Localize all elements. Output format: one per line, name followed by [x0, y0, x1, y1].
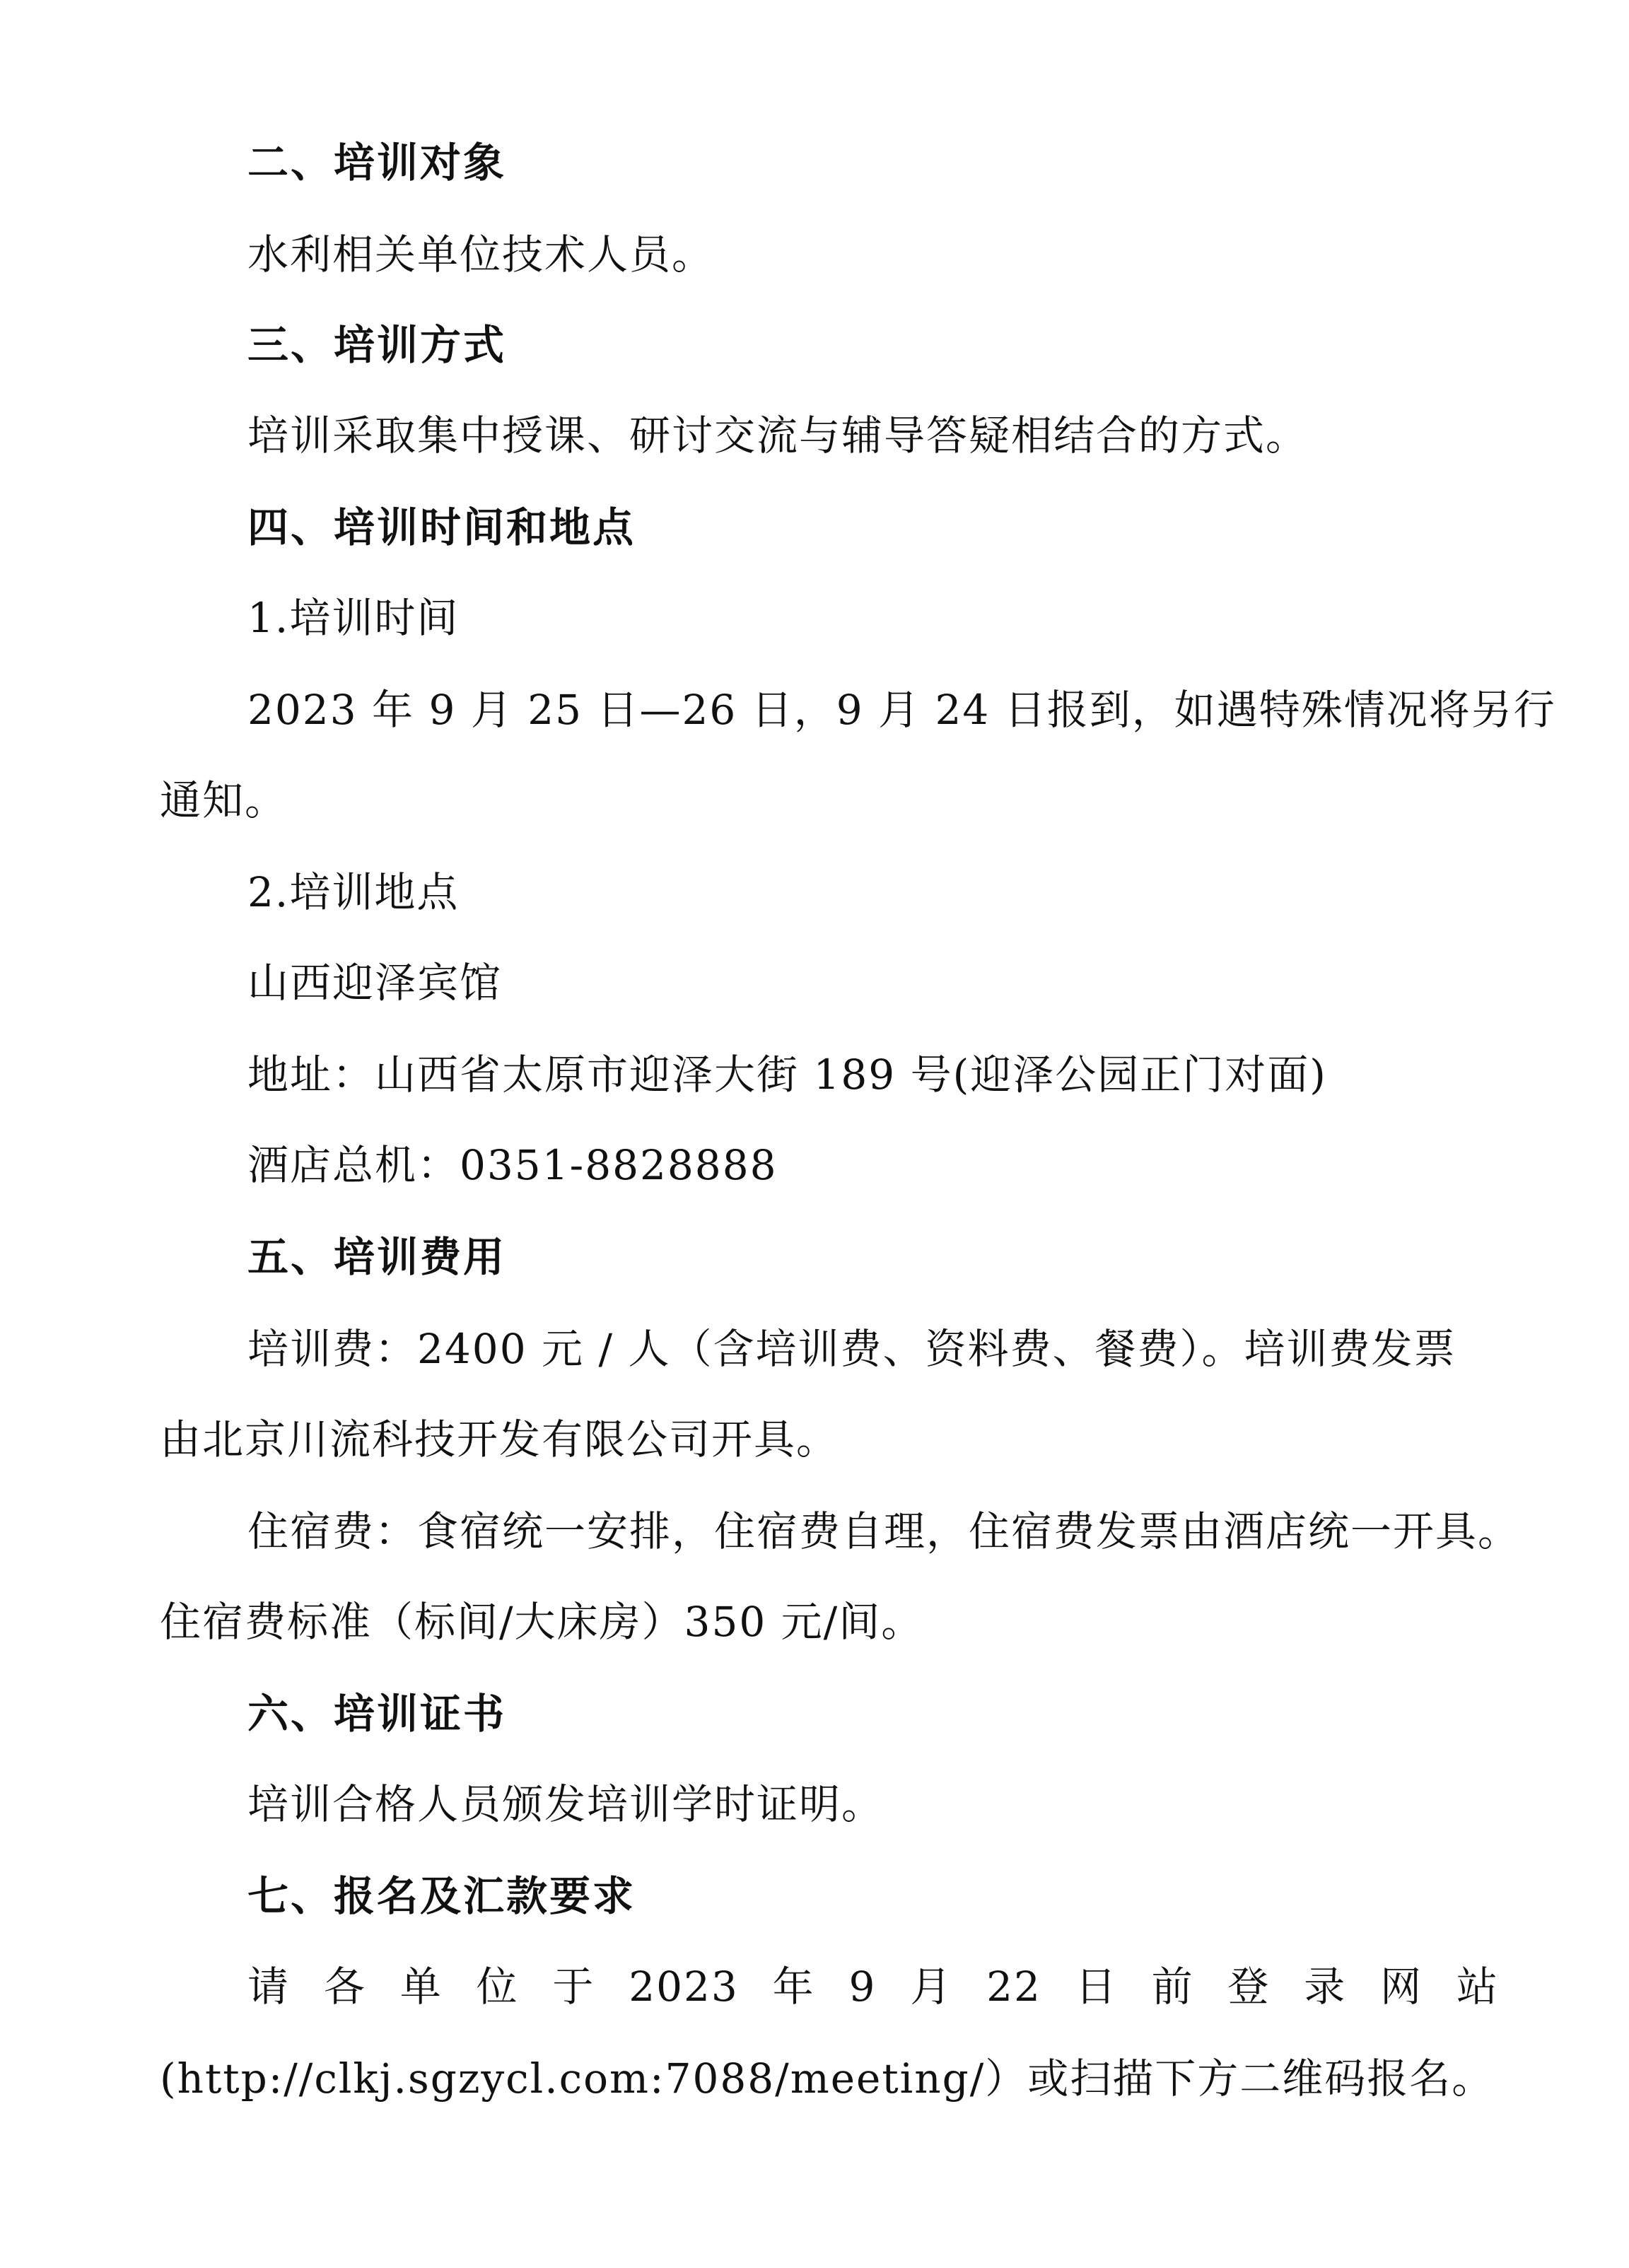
- training-method-text: 培训采取集中授课、研讨交流与辅导答疑相结合的方式。: [247, 411, 1309, 460]
- lodging-fee-text: 住宿费：食宿统一安排，住宿费自理，住宿费发票由酒店统一开具。: [247, 1507, 1521, 1555]
- section-heading-registration: 七、报名及汇款要求: [247, 1872, 636, 1920]
- section-heading-certificate: 六、培训证书: [247, 1690, 507, 1738]
- registration-word: 9: [848, 1963, 877, 2011]
- registration-word: 各: [323, 1963, 366, 2011]
- training-place-name: 山西迎泽宾馆: [247, 959, 503, 1007]
- training-fee-text-cont: 由北京川流科技开发有限公司开具。: [160, 1415, 839, 1463]
- registration-word: 22: [986, 1963, 1041, 2011]
- certificate-text: 培训合格人员颁发培训学时证明。: [247, 1780, 884, 1828]
- hotel-address: 地址：山西省太原市迎泽大街 189 号(迎泽公园正门对面): [247, 1051, 1327, 1099]
- lodging-fee-text-cont: 住宿费标准（标间/大床房）350 元/间。: [160, 1598, 924, 1646]
- registration-word: 年: [772, 1963, 815, 2011]
- registration-word: 站: [1456, 1963, 1499, 2011]
- registration-word: 2023: [629, 1963, 739, 2011]
- section-heading-time-place: 四、培训时间和地点: [247, 503, 636, 551]
- registration-word: 登: [1227, 1963, 1271, 2011]
- training-fee-text: 培训费：2400 元 / 人（含培训费、资料费、餐费）。培训费发票: [247, 1325, 1456, 1373]
- registration-word: 单: [399, 1963, 443, 2011]
- section-heading-training-target: 二、培训对象: [247, 139, 507, 187]
- training-time-label: 1.培训时间: [247, 594, 460, 642]
- registration-word: 网: [1380, 1963, 1423, 2011]
- training-time-text: 2023 年 9 月 25 日—26 日，9 月 24 日报到，如遇特殊情况将另行: [247, 686, 1556, 734]
- registration-word: 录: [1304, 1963, 1347, 2011]
- registration-word: 日: [1075, 1963, 1118, 2011]
- registration-word: 前: [1151, 1963, 1194, 2011]
- section-heading-training-method: 三、培训方式: [247, 321, 507, 369]
- registration-word: 于: [552, 1963, 595, 2011]
- registration-word: 位: [476, 1963, 519, 2011]
- training-place-label: 2.培训地点: [247, 868, 460, 916]
- training-target-text: 水利相关单位技术人员。: [247, 230, 715, 279]
- training-time-text-cont: 通知。: [160, 776, 288, 824]
- section-heading-fees: 五、培训费用: [247, 1233, 507, 1281]
- registration-url-text: (http://clkj.sgzycl.com:7088/meeting/）或扫描下方二维码报名。: [160, 2054, 1495, 2103]
- registration-word: 请: [247, 1963, 291, 2011]
- hotel-phone: 酒店总机：0351-8828888: [247, 1141, 778, 1189]
- registration-text: [247, 1960, 1499, 2013]
- registration-word: 月: [910, 1963, 953, 2011]
